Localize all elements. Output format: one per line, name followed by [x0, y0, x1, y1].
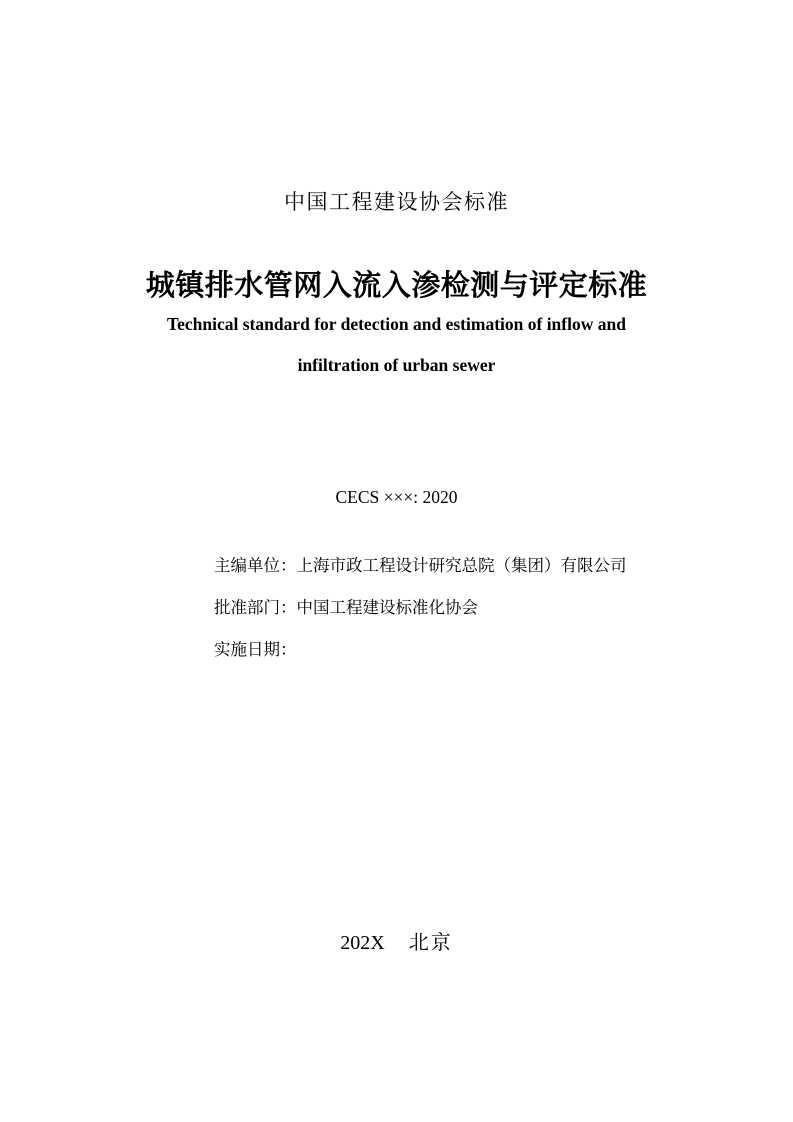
- approval-value: 中国工程建设标准化协会: [296, 598, 478, 617]
- standard-code: CECS ×××: 2020: [335, 487, 458, 507]
- publication-year: 202X: [340, 932, 385, 954]
- effective-date-label: 实施日期：: [214, 640, 297, 659]
- publication-city: 北京: [408, 930, 453, 954]
- document-title-chinese: 城镇排水管网入流入渗检测与评定标准: [145, 268, 648, 302]
- document-title-english-line1: Technical standard for detection and estimation of inflow and: [167, 314, 626, 334]
- document-title-english-line2: infiltration of urban sewer: [297, 355, 496, 375]
- approval-label: 批准部门：: [214, 598, 297, 617]
- chief-editor-label: 主编单位：: [214, 556, 297, 575]
- publication-footer: [0, 926, 793, 955]
- approval-line: [214, 594, 478, 618]
- association-standard-heading: 中国工程建设协会标准: [284, 190, 509, 214]
- chief-editor-value: 上海市政工程设计研究总院（集团）有限公司: [296, 556, 627, 575]
- effective-date-line: [214, 636, 297, 660]
- chief-editor-line: [214, 552, 627, 576]
